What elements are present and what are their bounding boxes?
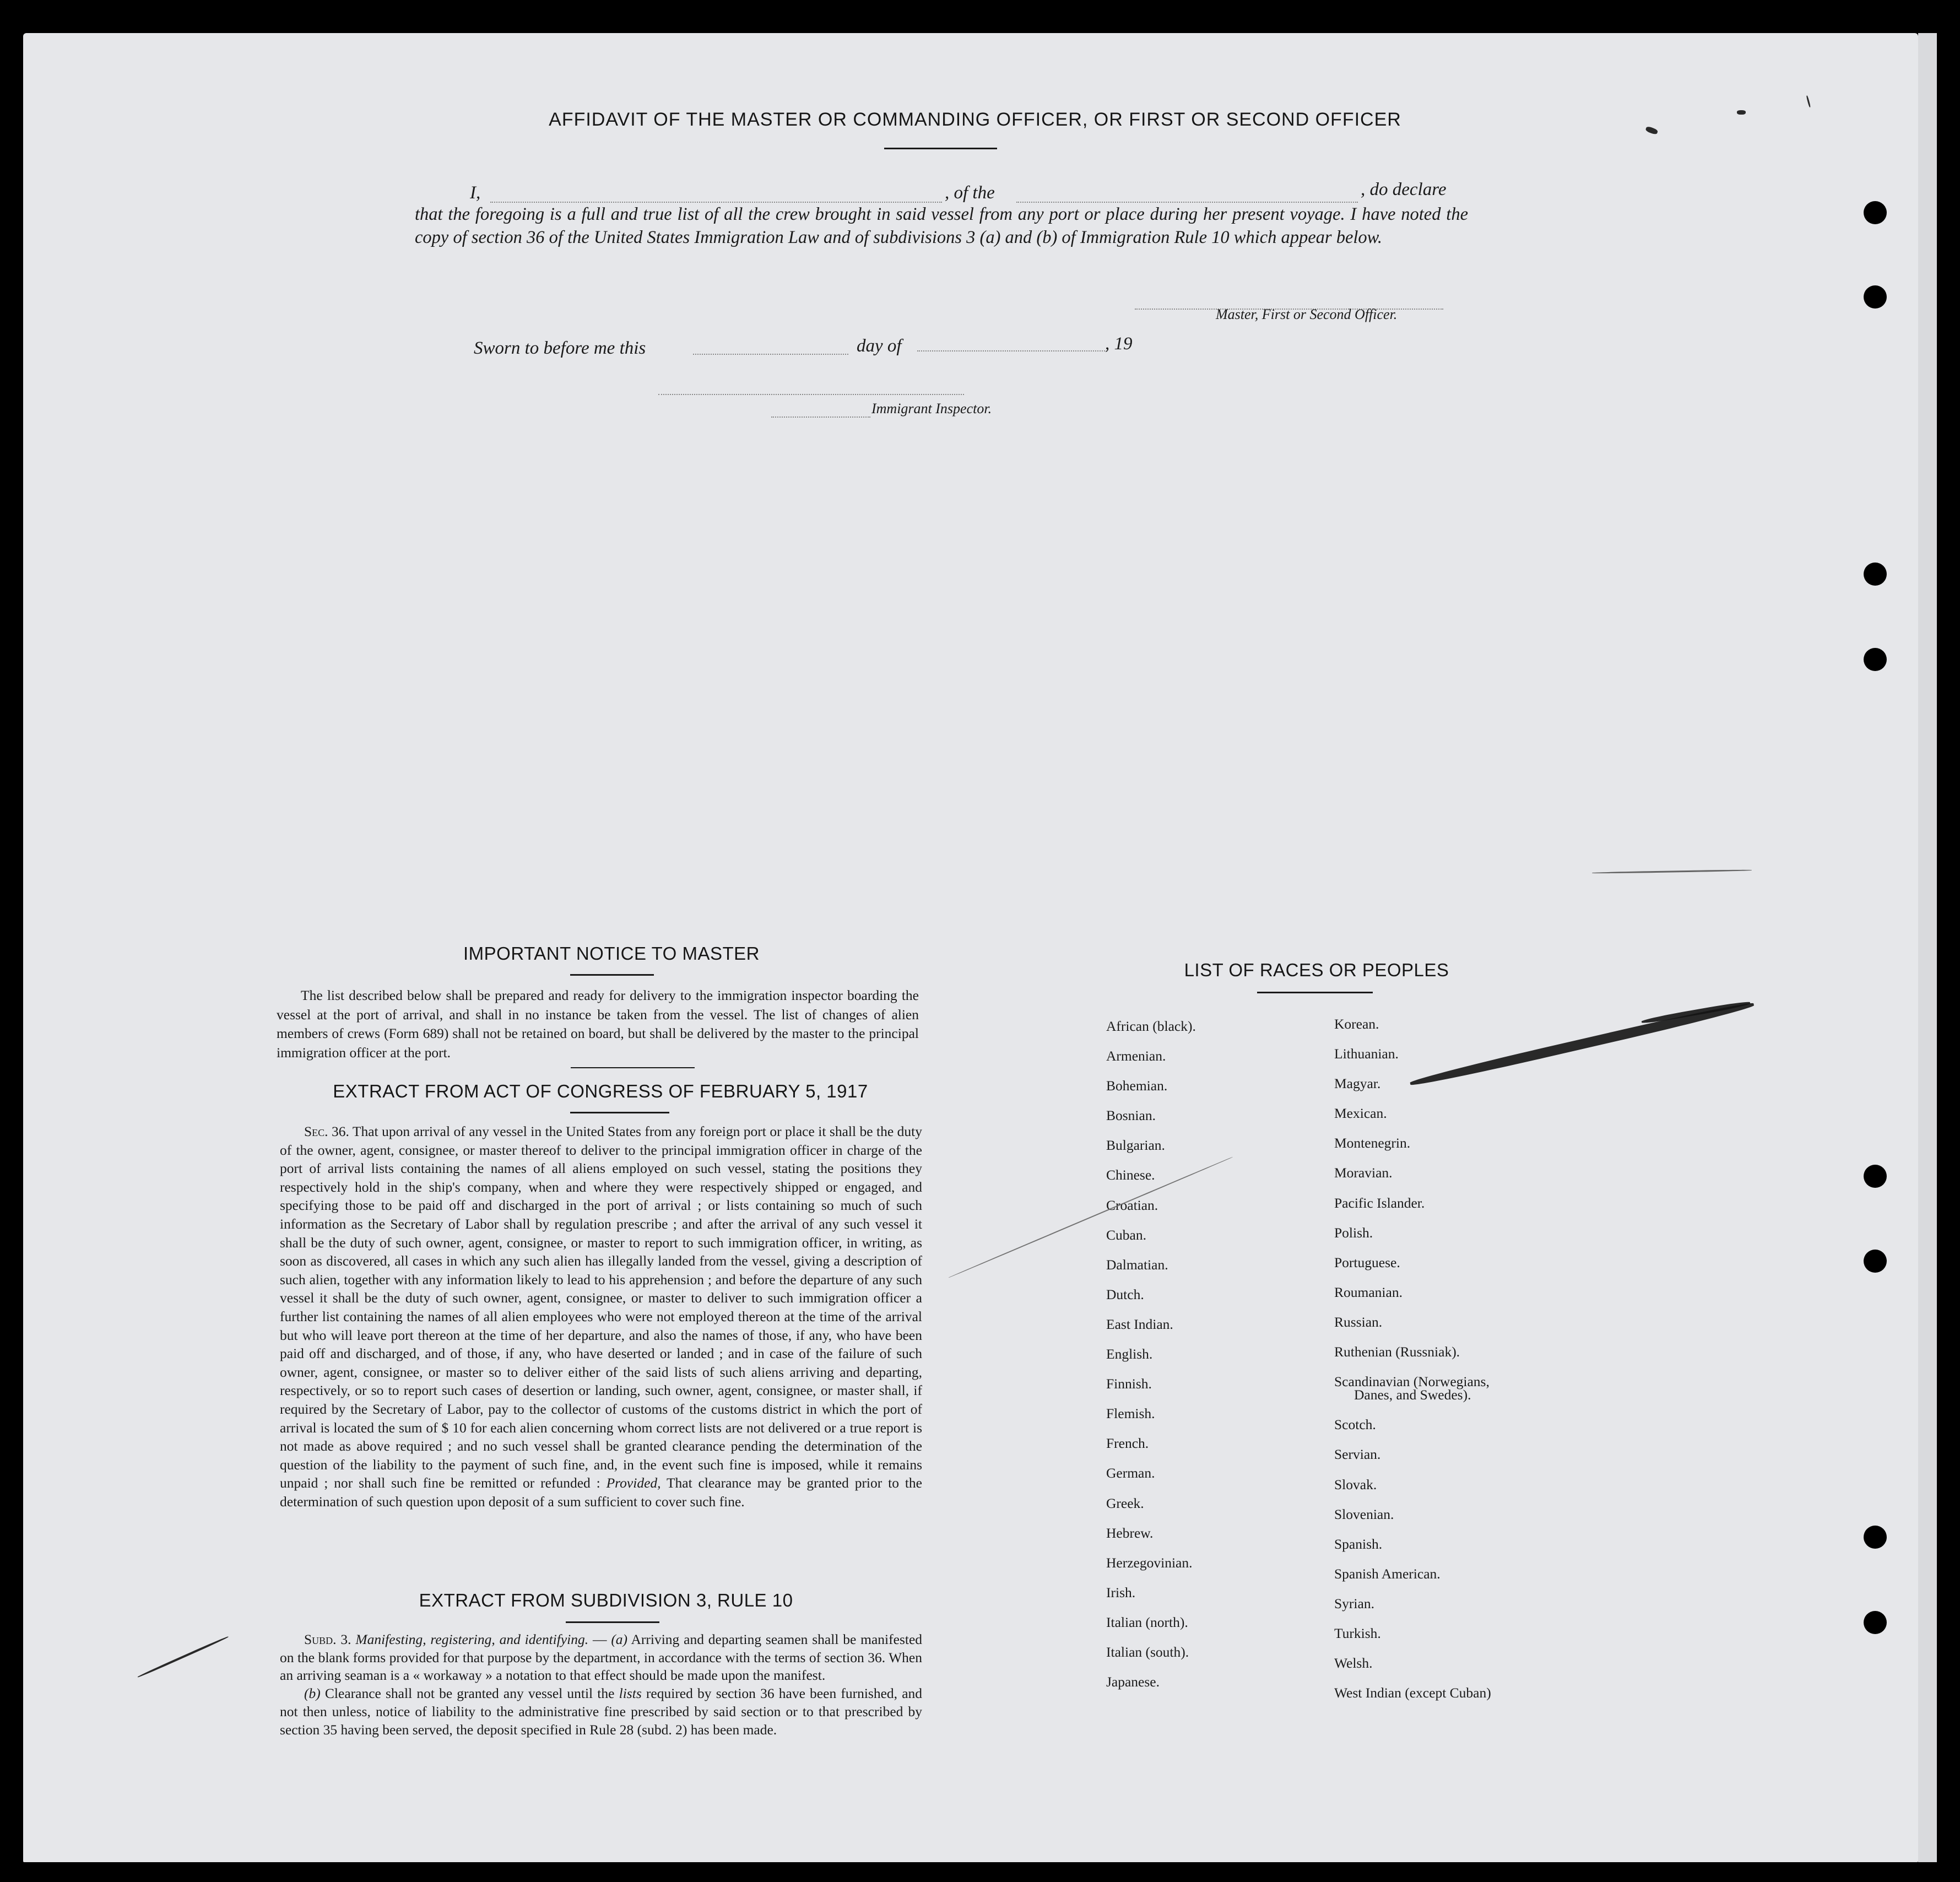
subd-label: Subd. 3.: [304, 1631, 351, 1647]
affidavit-title: AFFIDAVIT OF THE MASTER OR COMMANDING OFFICER, OR FIRST OR SECOND OFFICER: [549, 109, 1401, 130]
notice-title-rule: [570, 974, 654, 976]
race-item: Italian (south).: [1106, 1643, 1189, 1660]
title-rule: [884, 148, 997, 149]
race-item: Ruthenian (Russniak).: [1334, 1344, 1460, 1360]
race-item: Moravian.: [1334, 1165, 1393, 1181]
race-item: West Indian (except Cuban): [1334, 1685, 1491, 1701]
form-page: [23, 33, 1918, 1862]
race-item: Roumanian.: [1334, 1284, 1403, 1300]
race-item: Lithuanian.: [1334, 1046, 1399, 1062]
races-title-rule: [1257, 992, 1373, 993]
i-label: I,: [470, 183, 481, 203]
act-text: That upon arrival of any vessel in the United States from any foreign port or place it shall be the duty of the owner, agent, consignee, or master thereof to deliver to the principal immigration officer in charge of the port of arrival lists containing the names of all aliens employed on such vessel, stating the positions they respectively hold in the ship's company, when and where they were respectively shipped or engaged, and specifying those to be paid off and discharged in the port of arrival ; or lists containing so much of such information as the Secretary of Labor shall by regulation prescribe ; and after the arrival of any such vessel it shall be the duty of such owner, agent, consignee, or master to report to such immigration officer, in writing, as soon as discovered, all cases in which any such alien has illegally landed from the vessel, giving a description of such alien, together with any information likely to lead to his apprehension ; and before the departure of any such vessel it shall be the duty of such owner, agent, consignee, or master to deliver to such immigration officer a further list containing the names of all alien employees who were not employed thereon at the time of the arrival but who will leave port thereon at the time of her departure, and also the names of those, if any, who have been paid off and discharged, and of those, if any, who have deserted or landed ; and in case of the failure of such owner, agent, consignee, or master so to deliver either of the said lists of such aliens arriving and departing, respectively, or so to report such cases of desertion or landing, such owner, agent, consignee, or master shall, if required by the Secretary of Labor, pay to the collector of customs of the customs district in which the port of arrival is located the sum of $ 10 for each alien concerning whom correct lists are not delivered or a true report is not made as above required ; and no such vessel shall be granted clearance pending the determination of the question of the liability to the payment of such fine, and, in the event such fine is imposed, while it remains unpaid ; nor shall such fine be remitted or refunded :: [280, 1123, 922, 1491]
race-item: Pacific Islander.: [1334, 1194, 1425, 1211]
race-item: Danes, and Swedes).: [1354, 1387, 1471, 1403]
race-item: Russian.: [1334, 1313, 1383, 1330]
a-label: (a): [611, 1631, 628, 1647]
race-item: Bohemian.: [1106, 1078, 1168, 1094]
race-item: Bosnian.: [1106, 1107, 1156, 1124]
day-of-label: day of: [857, 336, 902, 356]
subd-heading: Manifesting, registering, and identifying.: [355, 1631, 589, 1647]
a-text: Arriving and departing seamen shall be manifested on the blank forms provided for that purpose by the department, in accordance with the terms of section 36. When an arriving seaman is a « workaway » a notation to that effect should be made upon the manifest.: [280, 1631, 923, 1684]
b-text-2: required by section 36 have been furnished, and not then unless, notice of liability to the administrative fine prescribed by said section or to that prescribed by section 35 having been served, the deposit specified in Rule 28 (subd. 2) has been made.: [280, 1685, 923, 1738]
binder-hole: [1864, 648, 1887, 671]
page-edge: [1918, 33, 1937, 1862]
act-title-rule: [570, 1112, 669, 1113]
race-item: Spanish.: [1334, 1535, 1383, 1552]
races-right-column: [1334, 1009, 1491, 1708]
binder-hole: [1864, 1250, 1887, 1273]
race-item: Polish.: [1334, 1224, 1373, 1241]
subd-b-text: [280, 1685, 922, 1739]
provided-word: Provided,: [606, 1475, 661, 1491]
act-section-text: [280, 1122, 922, 1511]
race-item: Japanese.: [1106, 1674, 1160, 1690]
race-item: Herzegovinian.: [1106, 1554, 1193, 1571]
race-item: Flemish.: [1106, 1405, 1155, 1422]
lists-word: lists: [619, 1685, 642, 1702]
race-item: Dalmatian.: [1106, 1256, 1168, 1273]
race-item: Montenegrin.: [1334, 1135, 1411, 1151]
binder-hole: [1864, 1611, 1887, 1634]
race-item: East Indian.: [1106, 1316, 1173, 1332]
notice-rule: [571, 1067, 695, 1068]
rule-title-rule: [566, 1621, 659, 1623]
binder-hole: [1864, 1526, 1887, 1549]
of-the-label: , of the: [945, 183, 995, 203]
act-text-end: That clearance may be granted prior to the determination of such question upon deposit of a sum sufficient to cover such fine.: [280, 1475, 922, 1510]
races-left-column: [1106, 1012, 1196, 1697]
b-label: (b): [304, 1685, 321, 1702]
race-item: Scotch.: [1334, 1416, 1376, 1433]
act-extract-body: [280, 1122, 922, 1511]
binder-hole: [1864, 1165, 1887, 1188]
section-label: Sec. 36.: [304, 1123, 349, 1139]
signer-caption: Master, First or Second Officer.: [1216, 306, 1398, 322]
b-text-1: Clearance shall not be granted any vessel until the: [324, 1685, 615, 1702]
ink-smear: [1737, 110, 1746, 115]
race-item: Spanish American.: [1334, 1565, 1441, 1582]
sworn-label: Sworn to before me this: [474, 338, 646, 358]
race-item: Welsh.: [1334, 1655, 1373, 1672]
act-extract-title: EXTRACT FROM ACT OF CONGRESS OF FEBRUARY 5, 1917: [333, 1081, 868, 1101]
race-item: Scandinavian (Norwegians,: [1334, 1373, 1490, 1390]
race-item: Magyar.: [1334, 1075, 1381, 1092]
race-item: Armenian.: [1106, 1048, 1166, 1064]
declaration-text: that the foregoing is a full and true list of all the crew brought in said vessel from any port or place during her present voyage. I have noted the copy of section 36 of the United States Immigration Law and of subdivisions 3 (a) and (b) of Immigration Rule 10 which appear below.: [415, 204, 1468, 247]
notice-body: [277, 986, 919, 1062]
race-item: Bulgarian.: [1106, 1137, 1165, 1154]
subd-a-text: Subd. 3. Manifesting, registering, and identifying. — (a) Arriving and departing seamen shall be manifested on the blank forms provided for that purpose by the department, in accordance with the terms of section 36. When an arriving seaman is a « workaway » a notation to that effect should be made upon the manifest.: [280, 1631, 923, 1684]
race-item: Korean.: [1334, 1016, 1379, 1032]
race-item: Turkish.: [1334, 1625, 1381, 1641]
race-item: Hebrew.: [1106, 1524, 1154, 1541]
race-item: English.: [1106, 1346, 1153, 1362]
race-item: Mexican.: [1334, 1105, 1387, 1122]
race-item: Irish.: [1106, 1584, 1136, 1600]
sworn-month-field[interactable]: [917, 350, 1107, 351]
race-item: Slovak.: [1334, 1476, 1377, 1492]
do-declare-label: , do declare: [1361, 180, 1447, 199]
notice-title: IMPORTANT NOTICE TO MASTER: [463, 943, 760, 964]
inspector-signature-field-2[interactable]: [771, 417, 870, 418]
rule-extract-body: [280, 1631, 922, 1739]
race-item: Slovenian.: [1334, 1506, 1394, 1522]
race-item: French.: [1106, 1435, 1149, 1452]
race-item: Finnish.: [1106, 1376, 1152, 1392]
race-item: Cuban.: [1106, 1226, 1146, 1243]
inspector-signature-field[interactable]: [658, 394, 964, 395]
binder-hole: [1864, 285, 1887, 309]
race-item: Servian.: [1334, 1446, 1381, 1463]
declarant-line: [470, 183, 480, 203]
binder-hole: [1864, 563, 1887, 586]
year-label: , 19: [1105, 334, 1133, 354]
rule-extract-title: EXTRACT FROM SUBDIVISION 3, RULE 10: [419, 1590, 793, 1610]
race-item: Dutch.: [1106, 1286, 1144, 1302]
race-item: German.: [1106, 1465, 1155, 1481]
race-item: African (black).: [1106, 1018, 1196, 1034]
race-item: Syrian.: [1334, 1595, 1374, 1611]
inspector-caption: Immigrant Inspector.: [871, 401, 992, 417]
binder-hole: [1864, 201, 1887, 224]
race-item: Italian (north).: [1106, 1614, 1188, 1630]
race-item: Croatian.: [1106, 1197, 1158, 1213]
races-title: LIST OF RACES OR PEOPLES: [1184, 960, 1449, 980]
race-item: Portuguese.: [1334, 1254, 1400, 1270]
notice-text: The list described below shall be prepared and ready for delivery to the immigration inspector boarding the vessel at the port of arrival, and shall in no instance be taken from the vessel. The list of changes of alien members of crews (Form 689) shall not be retained on board, but shall be delivered by the master to the principal immigration officer at the port.: [277, 987, 919, 1061]
race-item: Chinese.: [1106, 1167, 1155, 1183]
sworn-day-field[interactable]: [693, 354, 848, 355]
race-item: Greek.: [1106, 1495, 1144, 1511]
